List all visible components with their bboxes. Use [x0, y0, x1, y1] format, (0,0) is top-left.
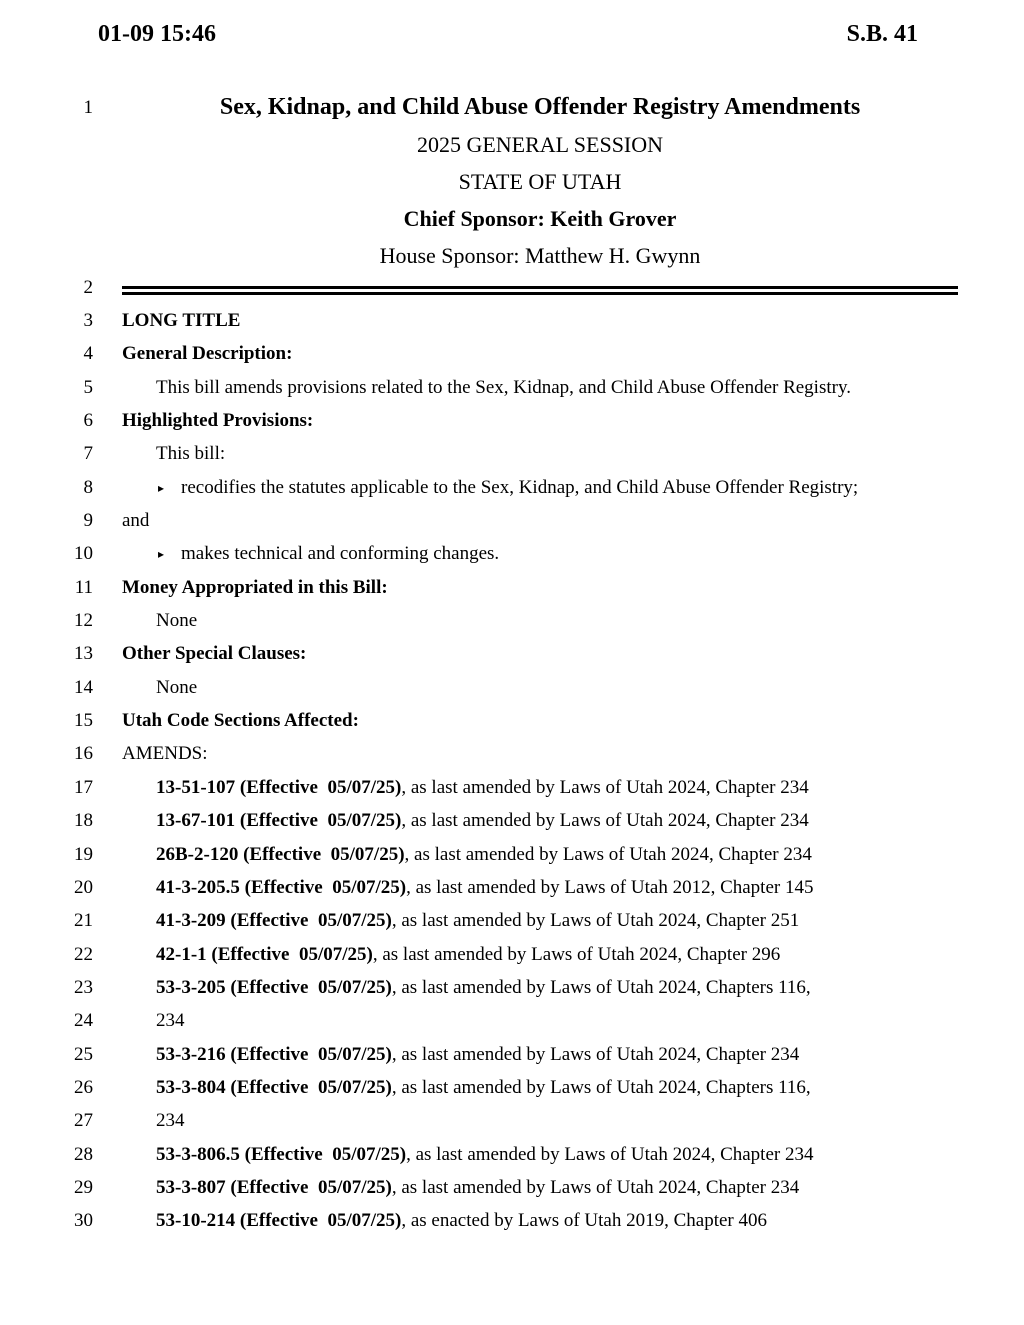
bill-line-6 — [0, 404, 1024, 437]
bill-title: Sex, Kidnap, and Child Abuse Offender Registry Amendments — [219, 94, 861, 120]
code-section-ref: 13-51-107 (Effective 05/07/25) — [156, 776, 402, 798]
bill-line-18 — [0, 805, 1024, 838]
bill-line-19 — [0, 838, 1024, 871]
line-number: 23 — [74, 976, 93, 998]
header-bill-number: S.B. 41 — [846, 21, 918, 47]
text-line: 234 — [156, 1010, 185, 1032]
code-section-history: , as last amended by Laws of Utah 2012, Chapter 145 — [406, 876, 814, 898]
code-section-line — [156, 1144, 813, 1166]
triangle-bullet-icon: ▸ — [158, 480, 165, 495]
line-number: 11 — [74, 576, 93, 598]
line-number: 16 — [74, 743, 93, 765]
code-section-history: , as last amended by Laws of Utah 2024, Chapter 234 — [406, 1143, 814, 1165]
code-section-line — [156, 1177, 799, 1199]
code-section-history: , as last amended by Laws of Utah 2024, Chapters 116, — [391, 976, 811, 998]
bullet-text: recodifies the statutes applicable to the Sex, Kidnap, and Child Abuse Offender Registry; — [181, 476, 859, 498]
double-rule — [122, 286, 958, 295]
bill-line-26 — [0, 1071, 1024, 1104]
line-number: 27 — [74, 1110, 93, 1132]
line-number: 8 — [83, 476, 93, 498]
code-section-history: , as last amended by Laws of Utah 2024, Chapter 234 — [401, 776, 809, 798]
line-number: 19 — [74, 843, 93, 865]
code-section-history: , as last amended by Laws of Utah 2024, Chapter 234 — [401, 810, 809, 832]
line-number: 13 — [74, 643, 93, 665]
bill-line-28 — [0, 1138, 1024, 1171]
bill-line-16 — [0, 738, 1024, 771]
code-section-ref: 53-3-807 (Effective 05/07/25) — [156, 1176, 392, 1198]
code-section-ref: 53-3-806.5 (Effective 05/07/25) — [156, 1143, 407, 1165]
code-section-history: , as last amended by Laws of Utah 2024, Chapter 234 — [404, 843, 812, 865]
code-section-ref: 41-3-209 (Effective 05/07/25) — [156, 910, 392, 932]
bill-line-23 — [0, 971, 1024, 1004]
code-section-history: , as last amended by Laws of Utah 2024, Chapter 234 — [391, 1043, 800, 1065]
text-line: and — [122, 510, 150, 532]
line-number: 10 — [74, 543, 93, 565]
code-section-line — [156, 844, 812, 866]
line-number: 28 — [74, 1143, 93, 1165]
code-section-ref: 42-1-1 (Effective 05/07/25) — [156, 943, 373, 965]
text-line: This bill: — [156, 443, 226, 465]
bill-line-14 — [0, 671, 1024, 704]
bill-line-20 — [0, 871, 1024, 904]
line-number: 22 — [74, 943, 93, 965]
text-line: None — [156, 676, 198, 698]
code-section-ref: 53-3-216 (Effective 05/07/25) — [156, 1043, 392, 1065]
bullet-line — [158, 477, 858, 499]
bill-line-24 — [0, 1005, 1024, 1038]
bill-line-7 — [0, 438, 1024, 471]
bill-line-15 — [0, 704, 1024, 737]
code-section-line — [156, 877, 813, 899]
bill-line-30 — [0, 1205, 1024, 1238]
code-section-ref: 53-3-205 (Effective 05/07/25) — [156, 976, 392, 998]
line-number: 6 — [83, 410, 93, 432]
code-section-history: , as last amended by Laws of Utah 2024, Chapter 251 — [391, 910, 800, 932]
line-number: 9 — [83, 510, 93, 532]
bill-line-11 — [0, 571, 1024, 604]
bullet-line — [158, 543, 499, 565]
bill-line-21 — [0, 905, 1024, 938]
heading-line: Highlighted Provisions: — [122, 410, 314, 432]
line-number: 25 — [74, 1043, 93, 1065]
bill-line-29 — [0, 1171, 1024, 1204]
bill-line-25 — [0, 1038, 1024, 1071]
bill-line-13 — [0, 638, 1024, 671]
code-section-line — [156, 1210, 767, 1232]
bill-line-5 — [0, 371, 1024, 404]
line-number: 17 — [74, 776, 93, 798]
heading-line: LONG TITLE — [122, 310, 241, 332]
code-section-history: , as last amended by Laws of Utah 2024, Chapter 234 — [391, 1176, 800, 1198]
code-section-ref: 26B-2-120 (Effective 05/07/25) — [156, 843, 405, 865]
code-section-history: , as last amended by Laws of Utah 2024, Chapters 116, — [391, 1076, 811, 1098]
bullet-text: makes technical and conforming changes. — [181, 543, 500, 565]
code-section-line — [156, 1077, 811, 1099]
code-section-line — [156, 810, 809, 832]
code-section-line — [156, 944, 780, 966]
line-number: 20 — [74, 876, 93, 898]
bill-lines — [0, 271, 1024, 1238]
chief-sponsor-line: Chief Sponsor: Keith Grover — [403, 206, 677, 231]
line-number: 26 — [74, 1076, 93, 1098]
text-line: 234 — [156, 1110, 185, 1132]
line-number: 21 — [74, 910, 93, 932]
bill-line-12 — [0, 604, 1024, 637]
triangle-bullet-icon: ▸ — [158, 547, 165, 562]
code-section-line — [156, 1044, 799, 1066]
bill-line-2 — [0, 271, 1024, 304]
line-number: 7 — [83, 443, 93, 465]
house-sponsor-line: House Sponsor: Matthew H. Gwynn — [379, 243, 701, 268]
heading-line: Utah Code Sections Affected: — [122, 710, 359, 732]
code-section-ref: 53-10-214 (Effective 05/07/25) — [156, 1210, 402, 1232]
line-number: 30 — [74, 1210, 93, 1232]
bill-line-4 — [0, 338, 1024, 371]
line-number-1: 1 — [83, 97, 93, 118]
header-timestamp: 01-09 15:46 — [98, 21, 216, 47]
line-number: 3 — [83, 310, 93, 332]
text-line: AMENDS: — [122, 743, 208, 765]
bill-line-3 — [0, 304, 1024, 337]
bill-line-10 — [0, 538, 1024, 571]
line-number: 5 — [83, 376, 93, 398]
heading-line: General Description: — [122, 343, 293, 365]
state-line: STATE OF UTAH — [458, 169, 622, 194]
title-block — [122, 89, 958, 274]
document-header — [98, 21, 918, 47]
line-number: 18 — [74, 810, 93, 832]
code-section-line — [156, 777, 809, 799]
line-number: 14 — [74, 676, 93, 698]
code-section-ref: 41-3-205.5 (Effective 05/07/25) — [156, 876, 407, 898]
code-section-ref: 13-67-101 (Effective 05/07/25) — [156, 810, 402, 832]
line-number: 15 — [74, 710, 93, 732]
code-section-line — [156, 910, 799, 932]
line-number: 29 — [74, 1176, 93, 1198]
text-line: This bill amends provisions related to the Sex, Kidnap, and Child Abuse Offender Registry. — [156, 376, 851, 398]
session-line: 2025 GENERAL SESSION — [416, 132, 664, 157]
heading-line: Money Appropriated in this Bill: — [122, 576, 388, 598]
code-section-ref: 53-3-804 (Effective 05/07/25) — [156, 1076, 392, 1098]
line-number: 24 — [74, 1010, 93, 1032]
bill-line-27 — [0, 1105, 1024, 1138]
bill-line-8 — [0, 471, 1024, 504]
code-section-history: , as last amended by Laws of Utah 2024, Chapter 296 — [372, 943, 781, 965]
bill-line-9 — [0, 504, 1024, 537]
bill-line-17 — [0, 771, 1024, 804]
line-number: 2 — [83, 276, 93, 298]
bill-line-22 — [0, 938, 1024, 971]
line-number: 4 — [83, 343, 93, 365]
code-section-history: , as enacted by Laws of Utah 2019, Chapter 406 — [401, 1210, 768, 1232]
text-line: None — [156, 610, 198, 632]
heading-line: Other Special Clauses: — [122, 643, 307, 665]
line-number: 12 — [74, 610, 93, 632]
code-section-line — [156, 977, 811, 999]
